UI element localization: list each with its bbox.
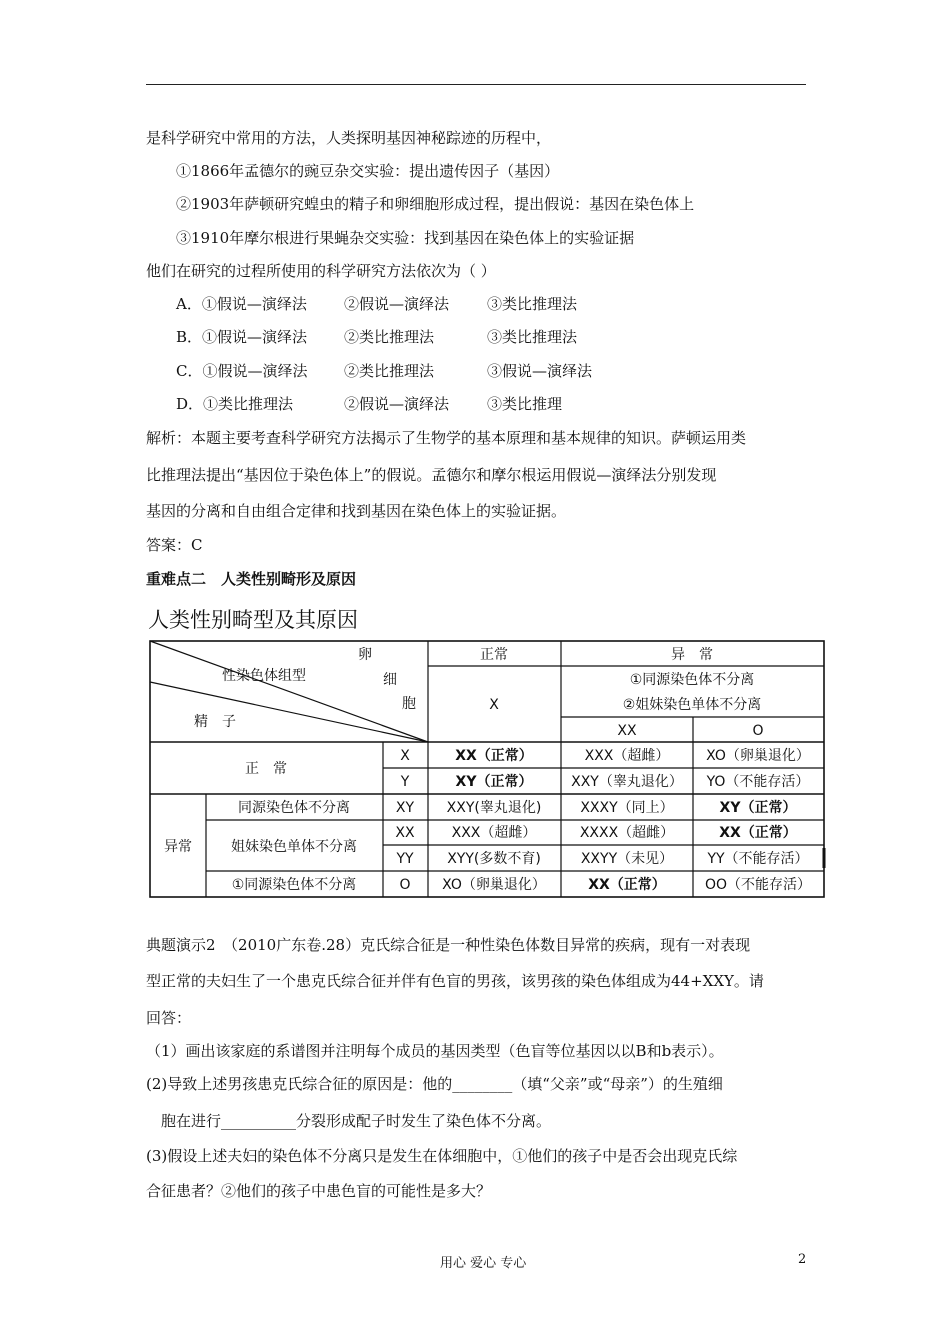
sub-homolog-2: ①同源染色体不分离 — [231, 877, 357, 893]
result-cell: XO（卵巢退化） — [442, 877, 546, 893]
sperm-cell: YY — [396, 851, 414, 867]
example-line-1: 典题演示2 （2010广东卷.28）克氏综合征是一种性染色体数目异常的疾病，现有一对表现 — [146, 936, 751, 954]
result-cell: XXXX（超雌） — [579, 825, 675, 841]
question: 他们在研究的过程所使用的科学研究方法依次为（ ） — [146, 262, 496, 280]
step-2: ②1903年萨顿研究蝗虫的精子和卵细胞形成过程，提出假说：基因在染色体上 — [176, 195, 695, 213]
example-line-6: 胞在进行__________分裂形成配子时发生了染色体不分离。 — [146, 1112, 552, 1130]
result-cell: XY（正常） — [719, 800, 797, 816]
result-cell: YY（不能存活） — [707, 851, 809, 867]
sperm-cell: O — [399, 877, 411, 893]
option-c-3: ③假说—演绎法 — [487, 362, 593, 380]
result-cell: XYY(多数不育) — [447, 851, 541, 867]
option-c-1: C．①假说—演绎法 — [176, 362, 308, 380]
result-cell: XX（正常） — [588, 877, 666, 893]
table-title: 人类性别畸型及其原因 — [148, 608, 358, 632]
sperm-cell: X — [400, 748, 410, 764]
example-line-2: 型正常的夫妇生了一个患克氏综合征并伴有色盲的男孩，该男孩的染色体组成为44+XXY。请 — [146, 972, 764, 990]
result-cell: XXY(睾丸退化) — [446, 800, 542, 816]
result-cell: XX（正常） — [455, 748, 533, 764]
sperm-cell: XY — [395, 800, 415, 816]
result-cell: XY（正常） — [455, 774, 533, 790]
egg-normal: X — [489, 697, 499, 713]
row-normal: 正 常 — [245, 761, 287, 777]
section-heading: 重难点二 人类性别畸形及原因 — [146, 570, 357, 588]
egg-xx: XX — [617, 723, 637, 739]
corner-top: 卵 — [358, 647, 372, 663]
sperm-cell: XX — [395, 825, 415, 841]
result-cell: XXX（超雌） — [451, 825, 537, 841]
sub-homolog: 同源染色体不分离 — [238, 800, 350, 816]
analysis-line-2: 比推理法提出“基因位于染色体上”的假说。孟德尔和摩尔根运用假说—演绎法分别发现 — [146, 466, 717, 484]
result-cell: XXXY（同上） — [580, 800, 674, 816]
analysis-line-1: 解析：本题主要考查科学研究方法揭示了生物学的基本原理和基本规律的知识。萨顿运用类 — [146, 429, 747, 447]
answer: 答案：C — [146, 536, 203, 554]
option-a-1: A．①假说—演绎法 — [176, 295, 307, 313]
example-line-7: (3)假设上述夫妇的染色体不分离只是发生在体细胞中，①他们的孩子中是否会出现克氏综 — [146, 1147, 738, 1165]
corner-right: 胞 — [402, 696, 416, 712]
result-cell: YO（不能存活） — [706, 774, 810, 790]
result-cell: OO（不能存活） — [704, 877, 812, 893]
option-a-2: ②假说—演绎法 — [344, 295, 450, 313]
page-number: 2 — [798, 1252, 807, 1267]
example-line-3: 回答： — [146, 1009, 192, 1027]
sperm-cell: Y — [400, 774, 410, 790]
egg-o: O — [752, 723, 764, 739]
footer-center: 用心 爱心 专心 — [440, 1256, 527, 1271]
option-b-2: ②类比推理法 — [344, 328, 435, 346]
result-cell: XXYY（未见） — [580, 851, 674, 867]
option-b-3: ③类比推理法 — [487, 328, 578, 346]
col-abnormal: 异 常 — [671, 647, 713, 663]
example-line-4: （1）画出该家庭的系谱图并注明每个成员的基因类型（色盲等位基因以以B和b表示）。 — [146, 1042, 724, 1060]
option-d-3: ③类比推理 — [487, 395, 563, 413]
example-line-8: 合征患者？②他们的孩子中患色盲的可能性是多大？ — [146, 1182, 492, 1200]
col-normal: 正常 — [480, 647, 508, 663]
option-d-1: D．①类比推理法 — [176, 395, 294, 413]
sub-sister: 姐妹染色单体不分离 — [231, 839, 357, 855]
example-line-5: (2)导致上述男孩患克氏综合征的原因是：他的________（填“父亲”或“母亲”）的生殖细 — [146, 1075, 723, 1093]
option-a-3: ③类比推理法 — [487, 295, 578, 313]
result-cell: XX（正常） — [719, 825, 797, 841]
corner-bottom: 精 子 — [194, 714, 236, 730]
corner-left: 性染色体组型 — [222, 668, 306, 684]
step-3: ③1910年摩尔根进行果蝇杂交实验：找到基因在染色体上的实验证据 — [176, 229, 635, 247]
row-abnormal: 异常 — [164, 839, 192, 855]
result-cell: XXY（睾丸退化） — [571, 774, 683, 790]
abn-reason-2: ②姐妹染色单体不分离 — [622, 697, 762, 713]
corner-mid: 细 — [383, 672, 397, 688]
step-1: ①1866年孟德尔的豌豆杂交实验：提出遗传因子（基因） — [176, 162, 560, 180]
option-c-2: ②类比推理法 — [344, 362, 435, 380]
option-b-1: B．①假说—演绎法 — [176, 328, 308, 346]
result-cell: XXX（超雌） — [584, 748, 670, 764]
analysis-line-3: 基因的分离和自由组合定律和找到基因在染色体上的实验证据。 — [146, 502, 567, 520]
abn-reason-1: ①同源染色体不分离 — [629, 672, 755, 688]
intro-line: 是科学研究中常用的方法，人类探明基因神秘踪迹的历程中， — [146, 129, 552, 147]
option-d-2: ②假说—演绎法 — [344, 395, 450, 413]
result-cell: XO（卵巢退化） — [706, 748, 810, 764]
